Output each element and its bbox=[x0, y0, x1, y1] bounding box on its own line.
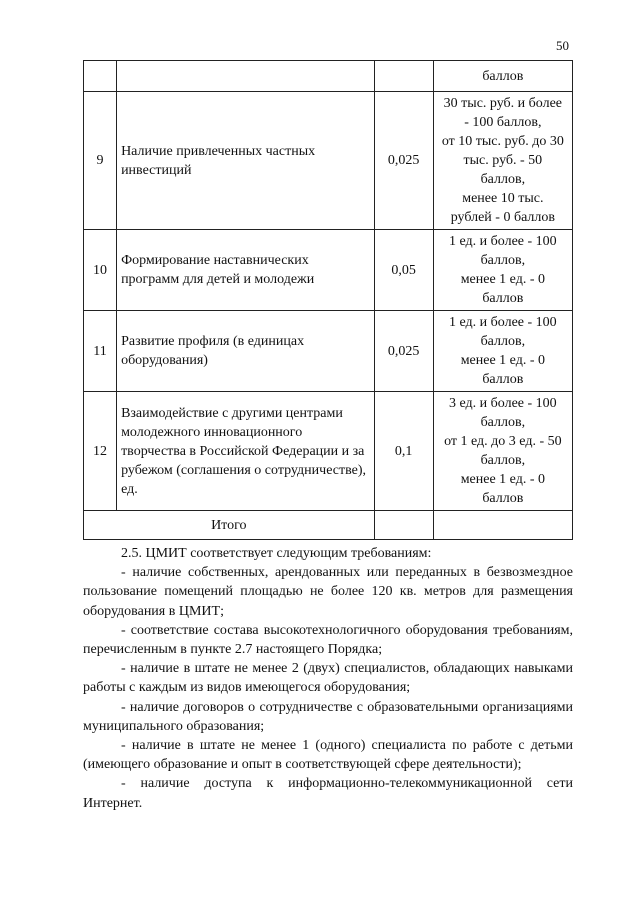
row-number: 12 bbox=[84, 392, 117, 511]
criteria-table bbox=[83, 60, 573, 540]
weight-coefficient: 0,1 bbox=[374, 392, 433, 511]
scoring-rule: 1 ед. и более - 100 баллов, менее 1 ед. - 0 баллов bbox=[433, 230, 572, 311]
row-number: 10 bbox=[84, 230, 117, 311]
row-number: 9 bbox=[84, 92, 117, 230]
criterion-name: Развитие профиля (в единицах оборудования) bbox=[117, 311, 375, 392]
total-row bbox=[84, 511, 573, 540]
table-row bbox=[84, 311, 573, 392]
page-number: 50 bbox=[556, 38, 569, 53]
row-number: 11 bbox=[84, 311, 117, 392]
section-heading: 2.5. ЦМИТ соответствует следующим требованиям: bbox=[121, 546, 432, 561]
requirement-item: - наличие доступа к информационно-телекоммуникационной сети Интернет. bbox=[83, 776, 573, 811]
table-row bbox=[84, 61, 573, 92]
criterion-name: Наличие привлеченных частных инвестиций bbox=[117, 92, 375, 230]
scoring-rule: 3 ед. и более - 100 баллов, от 1 ед. до 3 ед. - 50 баллов, менее 1 ед. - 0 баллов bbox=[433, 392, 572, 511]
table-row bbox=[84, 92, 573, 230]
weight-coefficient: 0,025 bbox=[374, 311, 433, 392]
criterion-name bbox=[117, 61, 375, 92]
requirements-section bbox=[83, 544, 573, 813]
requirement-item: - наличие собственных, арендованных или переданных в безвозмездное пользование помещений площадью не более 120 кв. метров для размещения оборудования в ЦМИТ; bbox=[83, 565, 573, 619]
row-number bbox=[84, 61, 117, 92]
table-row bbox=[84, 230, 573, 311]
requirement-item: - соответствие состава высокотехнологичного оборудования требованиям, перечисленным в пункте 2.7 настоящего Порядка; bbox=[83, 622, 573, 658]
total-label: Итого bbox=[84, 511, 375, 540]
weight-coefficient bbox=[374, 61, 433, 92]
requirement-item: - наличие в штате не менее 1 (одного) специалиста по работе с детьми (имеющего образование и опыт в соответствующей сфере деятельности); bbox=[83, 738, 573, 773]
table-row bbox=[84, 392, 573, 511]
scoring-rule: 1 ед. и более - 100 баллов, менее 1 ед. - 0 баллов bbox=[433, 311, 572, 392]
requirement-item: - наличие в штате не менее 2 (двух) специалистов, обладающих навыками работы с каждым из видов имеющегося оборудования; bbox=[83, 661, 573, 696]
weight-coefficient: 0,05 bbox=[374, 230, 433, 311]
scoring-rule: 30 тыс. руб. и более - 100 баллов, от 10 тыс. руб. до 30 тыс. руб. - 50 баллов, менее 10 тыс. рублей - 0 баллов bbox=[433, 92, 572, 230]
weight-coefficient: 0,025 bbox=[374, 92, 433, 230]
scoring-rule: баллов bbox=[433, 61, 572, 92]
criterion-name: Взаимодействие с другими центрами молодежного инновационного творчества в Российской Федерации и за рубежом (соглашения о сотрудничестве), ед. bbox=[117, 392, 375, 511]
total-score bbox=[433, 511, 572, 540]
requirement-item: - наличие договоров о сотрудничестве с образовательными организациями муниципального образования; bbox=[83, 699, 573, 734]
total-coefficient bbox=[374, 511, 433, 540]
criterion-name: Формирование наставнических программ для детей и молодежи bbox=[117, 230, 375, 311]
